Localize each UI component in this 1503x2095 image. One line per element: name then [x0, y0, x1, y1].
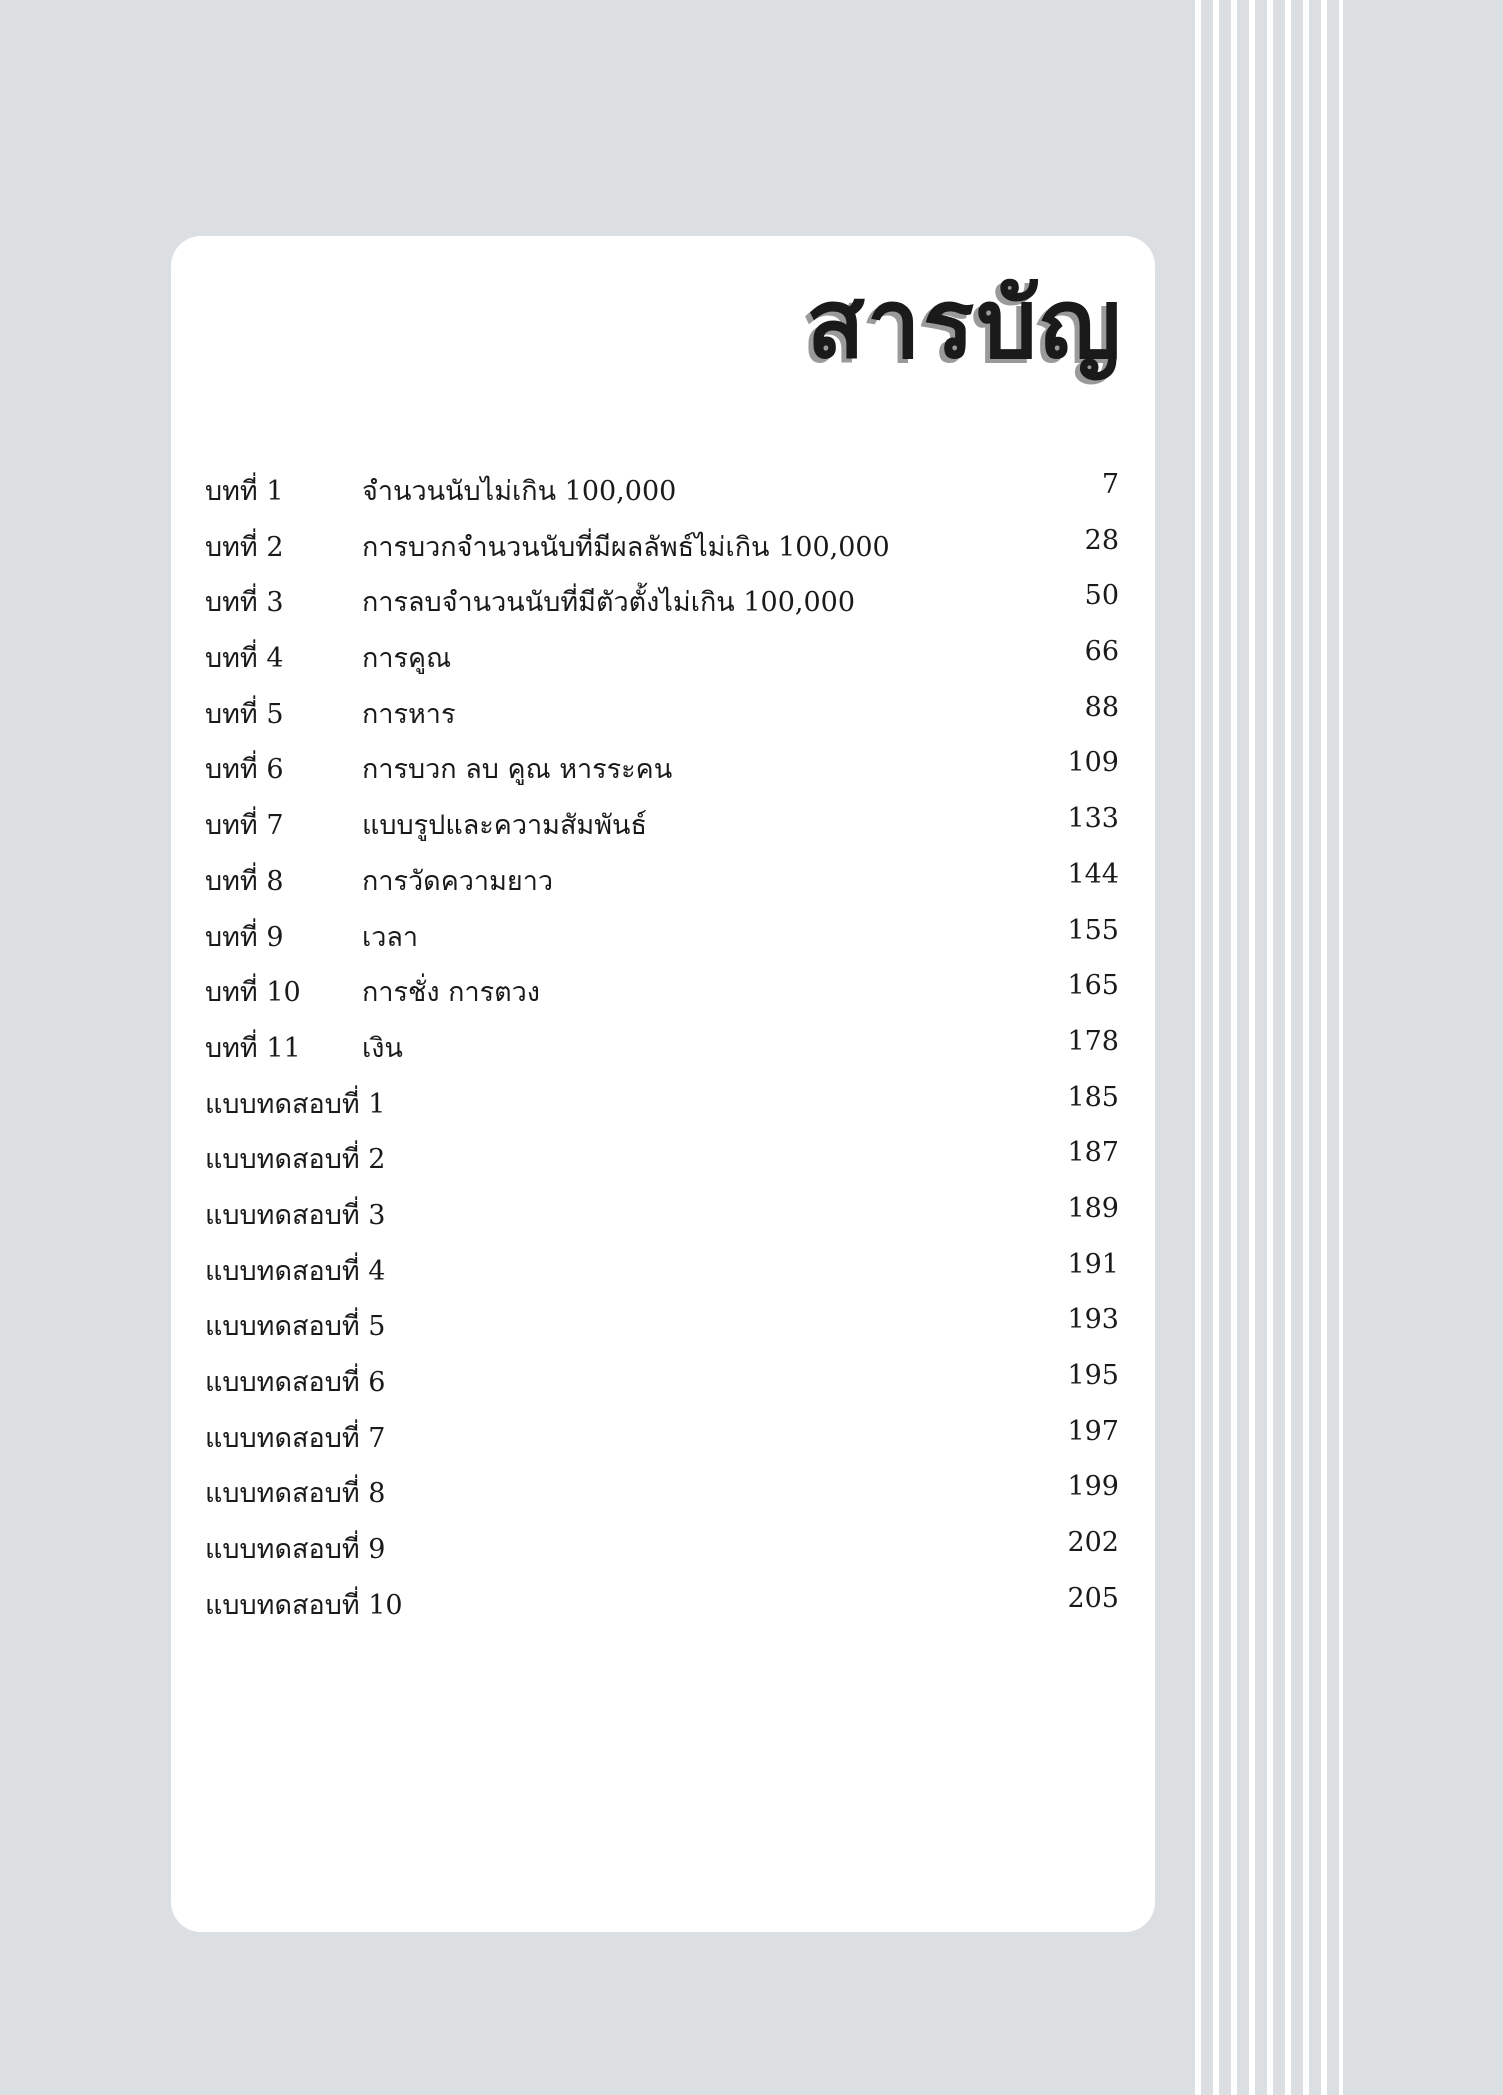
toc-entry [205, 1416, 1119, 1472]
toc-entry-page-number: 144 [1067, 858, 1119, 890]
toc-entry-label: บทที่ 5 [205, 698, 284, 730]
toc-entry-label: แบบทดสอบที่ 6 [205, 1367, 386, 1398]
toc-entry-page-number: 202 [1067, 1527, 1119, 1559]
toc-entry [205, 859, 1119, 915]
page-title: สารบัญ [806, 268, 1123, 380]
toc-entry [205, 1137, 1119, 1193]
toc-entry-title: เวลา [362, 921, 419, 953]
toc-entry [205, 747, 1119, 803]
toc-entry [205, 525, 1119, 581]
decorative-stripe [1321, 0, 1327, 2095]
decorative-stripe [1267, 0, 1273, 2095]
toc-entry-label: แบบทดสอบที่ 8 [205, 1478, 386, 1510]
toc-entry-label: แบบทดสอบที่ 9 [205, 1534, 386, 1566]
toc-entry [205, 803, 1119, 859]
decorative-stripe [1231, 0, 1237, 2095]
toc-entry-page-number: 66 [1084, 636, 1119, 668]
decorative-stripe [1339, 0, 1343, 2095]
toc-entry [205, 1249, 1119, 1305]
toc-entry-label: บทที่ 2 [205, 531, 284, 563]
toc-entry-page-number: 195 [1067, 1360, 1119, 1391]
toc-entry-page-number: 28 [1084, 524, 1119, 556]
toc-entry [205, 469, 1119, 525]
toc-entry [205, 1026, 1119, 1082]
toc-entry-page-number: 193 [1067, 1304, 1119, 1336]
toc-list [205, 469, 1119, 1638]
toc-entry-label: แบบทดสอบที่ 10 [205, 1589, 403, 1621]
decorative-stripe [1303, 0, 1309, 2095]
toc-entry-label: บทที่ 10 [205, 977, 301, 1009]
toc-entry-title: การชั่ง การตวง [362, 977, 540, 1009]
toc-entry-title: การวัดความยาว [362, 865, 554, 897]
decorative-stripe-panel [1183, 0, 1503, 2095]
table-of-contents-card [171, 236, 1155, 1932]
decorative-stripe [1285, 0, 1291, 2095]
decorative-stripe [1195, 0, 1201, 2095]
toc-entry-page-number: 191 [1067, 1248, 1119, 1280]
toc-entry-label: แบบทดสอบที่ 1 [205, 1088, 386, 1120]
toc-entry-page-number: 187 [1067, 1137, 1119, 1169]
toc-entry-page-number: 50 [1084, 580, 1119, 612]
toc-entry-title: การหาร [362, 698, 456, 730]
toc-entry-label: บทที่ 1 [205, 476, 284, 507]
toc-entry-label: บทที่ 4 [205, 643, 284, 675]
toc-entry-title: การลบจำนวนนับที่มีตัวตั้งไม่เกิน 100,000 [362, 587, 856, 619]
toc-entry-page-number: 7 [1101, 469, 1119, 500]
toc-entry [205, 970, 1119, 1026]
toc-entry-page-number: 133 [1067, 803, 1119, 835]
toc-entry-title: การคูณ [362, 643, 452, 675]
toc-entry-page-number: 88 [1084, 691, 1119, 723]
toc-entry-label: แบบทดสอบที่ 7 [205, 1422, 386, 1454]
toc-entry-title: การบวก ลบ คูณ หารระคน [362, 754, 673, 786]
toc-entry-label: บทที่ 7 [205, 810, 284, 842]
toc-entry-title: แบบรูปและความสัมพันธ์ [362, 810, 647, 842]
toc-entry [205, 636, 1119, 692]
toc-entry-title: จำนวนนับไม่เกิน 100,000 [362, 476, 677, 507]
toc-entry-label: แบบทดสอบที่ 3 [205, 1199, 386, 1231]
toc-entry-label: บทที่ 6 [205, 754, 284, 786]
toc-entry [205, 915, 1119, 971]
toc-entry-title: เงิน [362, 1032, 403, 1064]
toc-entry-page-number: 109 [1067, 747, 1119, 779]
toc-entry [205, 1527, 1119, 1583]
toc-entry [205, 580, 1119, 636]
toc-entry-label: แบบทดสอบที่ 5 [205, 1311, 386, 1343]
toc-entry-label: แบบทดสอบที่ 2 [205, 1144, 386, 1176]
toc-entry [205, 1360, 1119, 1416]
toc-entry-page-number: 155 [1067, 914, 1119, 946]
toc-entry-page-number: 165 [1067, 970, 1119, 1002]
toc-entry-page-number: 197 [1067, 1415, 1119, 1447]
toc-entry-label: บทที่ 11 [205, 1032, 301, 1064]
decorative-stripe [1213, 0, 1219, 2095]
toc-entry [205, 1193, 1119, 1249]
toc-entry-label: บทที่ 8 [205, 865, 284, 897]
toc-entry [205, 1082, 1119, 1138]
toc-entry [205, 692, 1119, 748]
toc-entry-label: บทที่ 3 [205, 587, 284, 619]
toc-entry-page-number: 199 [1067, 1471, 1119, 1503]
decorative-stripe [1249, 0, 1255, 2095]
toc-entry-page-number: 205 [1067, 1582, 1119, 1614]
toc-entry-page-number: 189 [1067, 1192, 1119, 1224]
toc-entry [205, 1583, 1119, 1639]
toc-entry [205, 1304, 1119, 1360]
toc-entry-label: แบบทดสอบที่ 4 [205, 1255, 386, 1287]
toc-entry-page-number: 178 [1067, 1025, 1119, 1057]
toc-entry-page-number: 185 [1067, 1081, 1119, 1113]
toc-entry-label: บทที่ 9 [205, 921, 284, 953]
toc-entry-title: การบวกจำนวนนับที่มีผลลัพธ์ไม่เกิน 100,000 [362, 531, 890, 563]
toc-entry [205, 1471, 1119, 1527]
